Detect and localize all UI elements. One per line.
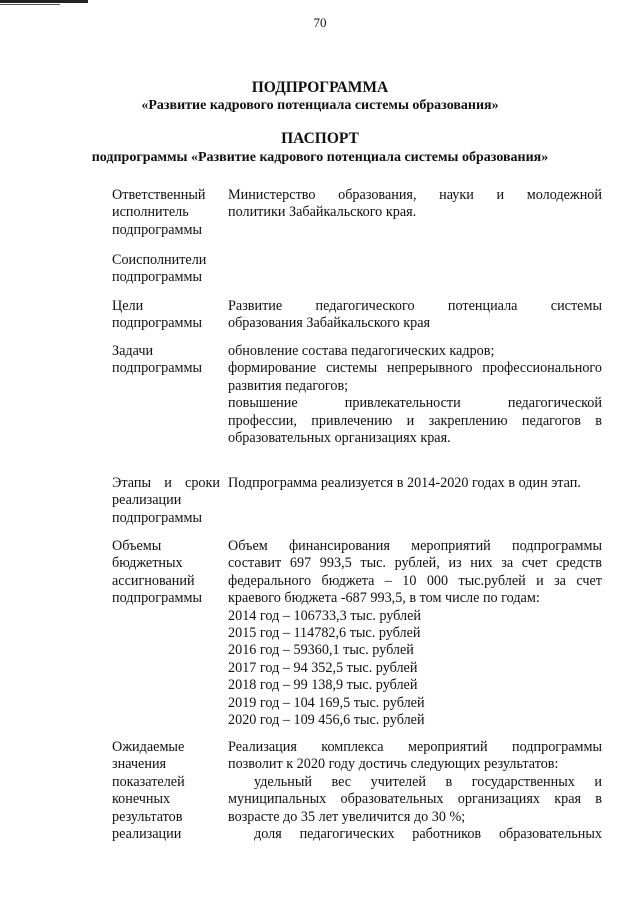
passport-subtitle: подпрограммы «Развитие кадрового потенциала системы образования» [91,150,549,165]
label-line: исполнитель [112,204,189,221]
year-amount: 2016 год – 59360,1 тыс. рублей [228,642,414,659]
value-line: составит 697 993,5 тыс. рублей, из них за счет средств [228,555,602,572]
label-line: Задачи [112,343,154,359]
value-line: Министерство образования, науки и молодежной [228,187,602,203]
label-line: подпрограммы [112,590,202,607]
value-line: формирование системы непрерывного профессионального [228,360,602,377]
passport-title: ПАСПОРТ [281,130,359,147]
row-label [112,538,220,608]
label-line: значения [112,756,167,773]
row-label [112,739,220,843]
label-line: подпрограммы [112,269,202,286]
page-number: 70 [313,15,327,30]
value-line: образовательных организациях края. [228,430,451,447]
year-amount: 2015 год – 114782,6 тыс. рублей [228,625,421,642]
label-line: Объемы [112,538,162,554]
row-value [228,475,602,492]
year-amount: 2020 год – 109 456,6 тыс. рублей [228,712,425,729]
label-line: Ответственный [112,187,206,203]
label-line: Соисполнители [112,252,207,268]
value-line: краевого бюджета -687 993,5, в том числе по годам: [228,590,540,607]
value-line: развития педагогов; [228,377,349,394]
value-line: Объем финансирования мероприятий подпрограммы [228,538,602,554]
label-line: подпрограммы [112,221,202,238]
value-line: повышение привлекательности педагогической [228,395,602,412]
value-line: профессии, привлечению и закреплению педагогов в [228,412,602,429]
row-value [228,538,602,729]
label-line: реализации [112,826,182,843]
value-line: образования Забайкальского края [228,315,431,332]
value-line: Реализация комплекса мероприятий подпрограммы [228,739,602,755]
label-line: Этапы и сроки [112,475,220,491]
row-label [112,343,220,378]
row-label [112,252,220,287]
year-amount: 2018 год – 99 138,9 тыс. рублей [228,677,418,694]
label-line: показателей [112,773,185,790]
label-line: подпрограммы [112,360,202,377]
row-value [228,739,602,843]
value-line: федерального бюджета – 10 000 тыс.рублей и за счет [228,572,602,589]
label-line: конечных [112,791,171,808]
row-value [228,187,602,222]
value-line: позволит к 2020 году достичь следующих результатов: [228,756,559,773]
year-amount: 2019 год – 104 169,5 тыс. рублей [228,694,425,711]
value-line: возрасте до 35 лет увеличится до 30 %; [228,808,466,825]
subprogram-name: «Развитие кадрового потенциала системы образования» [141,98,499,113]
label-line: подпрограммы [112,509,202,526]
row-value [228,343,602,447]
value-line: Подпрограмма реализуется в 2014-2020 годах в один этап. [228,475,581,491]
label-line: подпрограммы [112,315,202,332]
row-label [112,298,220,333]
scan-artifact-line [0,4,60,5]
year-amount: 2014 год – 106733,3 тыс. рублей [228,607,421,624]
value-line: удельный вес учителей в государственных и [254,773,602,790]
value-line: доля педагогических работников образовательных [254,826,602,843]
label-line: ассигнований [112,572,195,589]
subprogram-title: ПОДПРОГРАММА [251,79,389,96]
label-line: реализации [112,492,182,509]
year-amount: 2017 год – 94 352,5 тыс. рублей [228,659,418,676]
row-label [112,475,220,527]
label-line: результатов [112,808,183,825]
value-line: муниципальных образовательных организациях края в [228,791,602,808]
value-line: обновление состава педагогических кадров; [228,343,495,359]
row-value [228,298,602,333]
value-line: Развитие педагогического потенциала системы [228,298,602,314]
value-line: политики Забайкальского края. [228,204,417,221]
label-line: Цели [112,298,144,314]
label-line: Ожидаемые [112,739,185,755]
row-label [112,187,220,239]
label-line: бюджетных [112,555,183,572]
scan-artifact-line [0,0,88,3]
